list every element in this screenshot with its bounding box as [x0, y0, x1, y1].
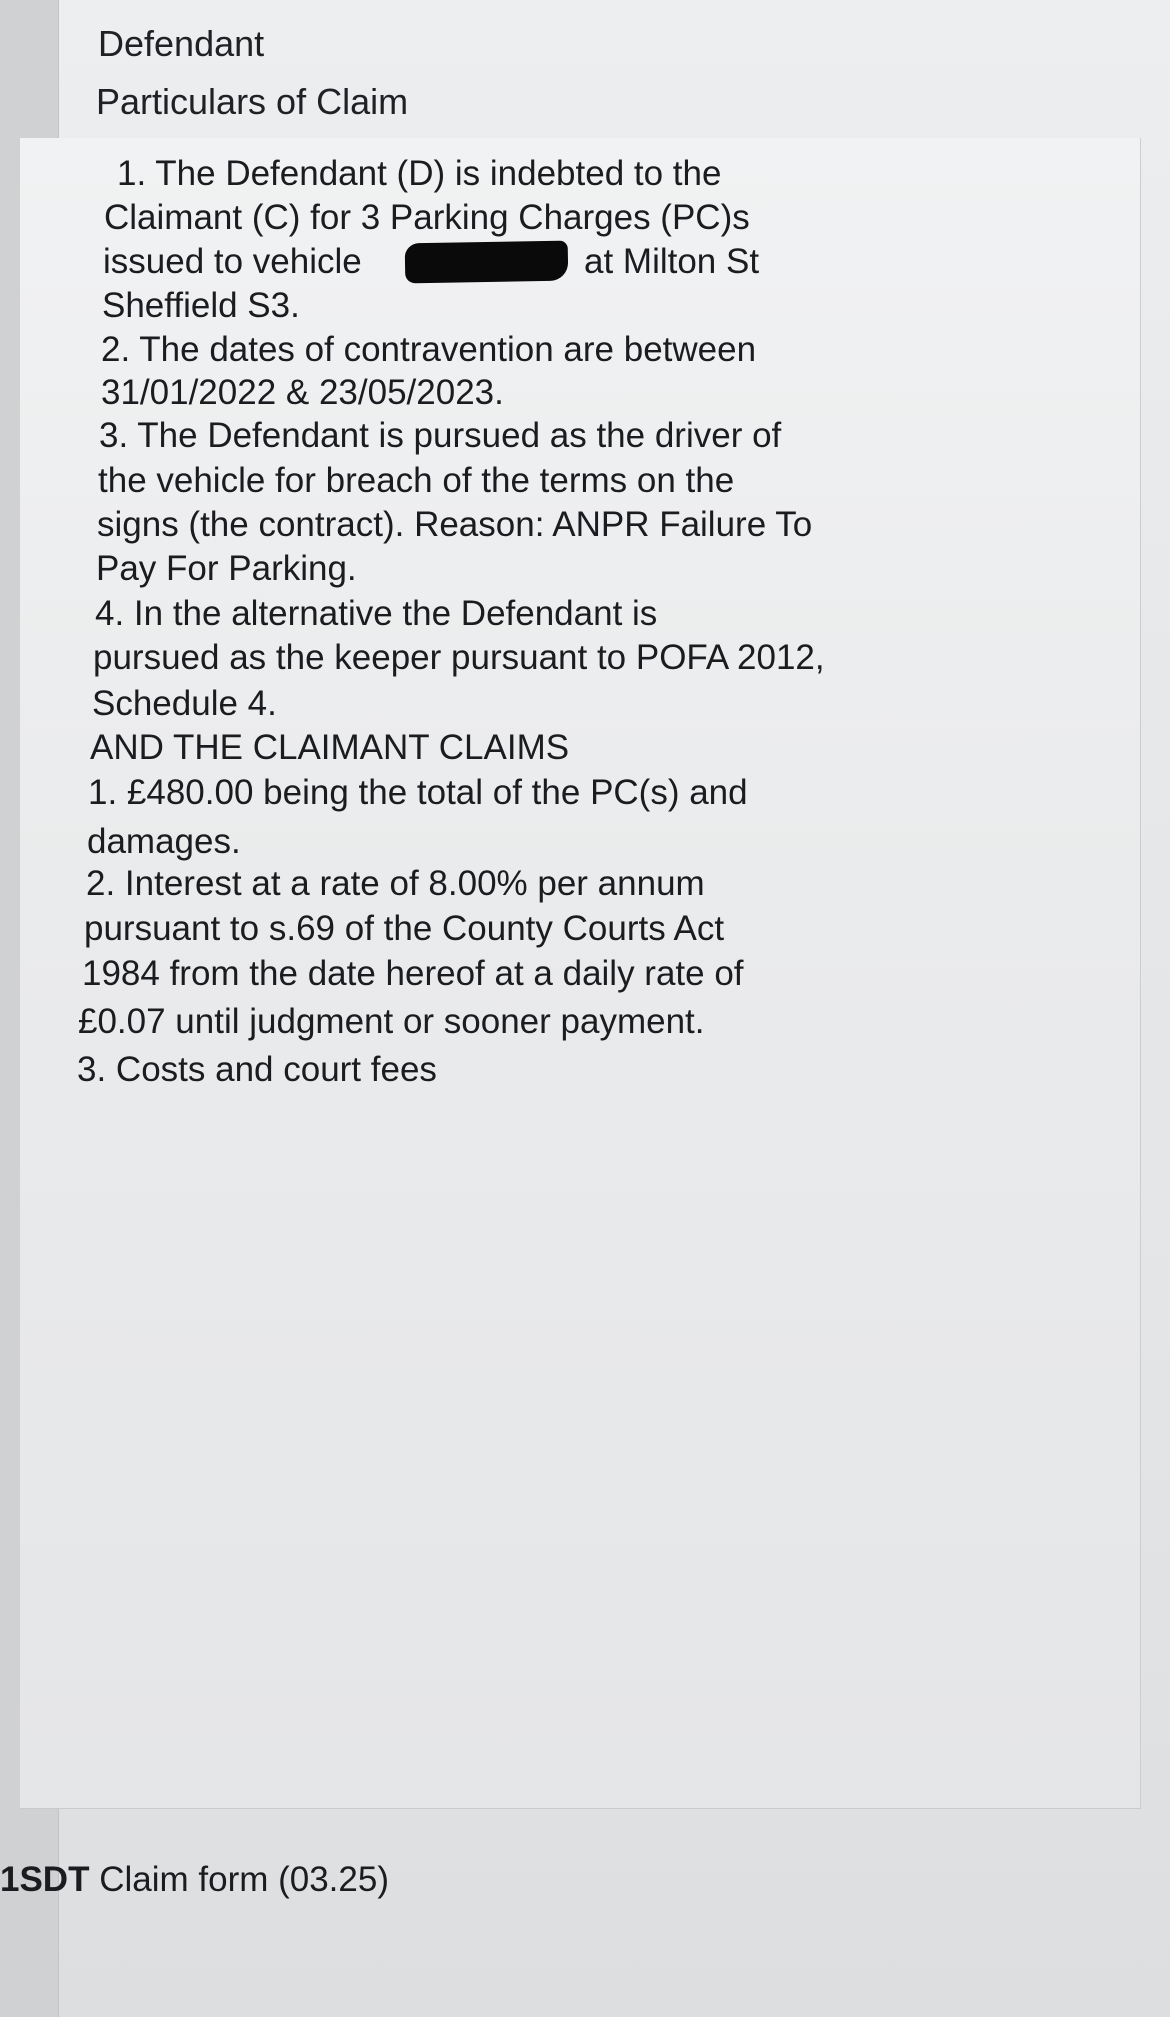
claim-line: 4. In the alternative the Defendant is	[95, 594, 658, 633]
claim-line: pursued as the keeper pursuant to POFA 2012,	[93, 638, 825, 677]
claim-line: pursuant to s.69 of the County Courts Act	[84, 909, 725, 948]
claim-line: 2. Interest at a rate of 8.00% per annum	[86, 864, 705, 903]
form-code: 1SDT	[0, 1860, 90, 1899]
claim-line: the vehicle for breach of the terms on the	[98, 461, 735, 500]
form-title: Claim form (03.25)	[99, 1860, 389, 1899]
claim-line: 3. Costs and court fees	[77, 1050, 437, 1089]
particulars-of-claim-heading: Particulars of Claim	[96, 81, 409, 122]
claim-line: Sheffield S3.	[102, 286, 300, 325]
claim-line: 31/01/2022 & 23/05/2023.	[101, 373, 504, 412]
claim-line: 3. The Defendant is pursued as the driver of	[99, 416, 782, 455]
claim-line: 1984 from the date hereof at a daily rate of	[82, 954, 744, 993]
claim-line: damages.	[87, 822, 241, 861]
claim-line: issued to vehicle	[103, 242, 362, 281]
claim-line: signs (the contract). Reason: ANPR Failure To	[97, 505, 813, 544]
claim-line: Claimant (C) for 3 Parking Charges (PC)s	[104, 198, 750, 237]
vehicle-registration-redaction	[405, 241, 569, 284]
claim-line: 1. £480.00 being the total of the PC(s) and	[88, 773, 748, 812]
claim-line: Schedule 4.	[92, 684, 277, 723]
claim-line: at Milton St	[584, 242, 760, 281]
claim-line: 2. The dates of contravention are between	[101, 330, 757, 369]
claim-line: 1. The Defendant (D) is indebted to the	[117, 154, 722, 193]
form-reference	[0, 1860, 389, 1900]
claim-line: Pay For Parking.	[96, 549, 357, 588]
claim-line: £0.07 until judgment or sooner payment.	[78, 1002, 705, 1041]
defendant-label: Defendant	[98, 23, 265, 64]
claim-line: AND THE CLAIMANT CLAIMS	[90, 728, 570, 767]
